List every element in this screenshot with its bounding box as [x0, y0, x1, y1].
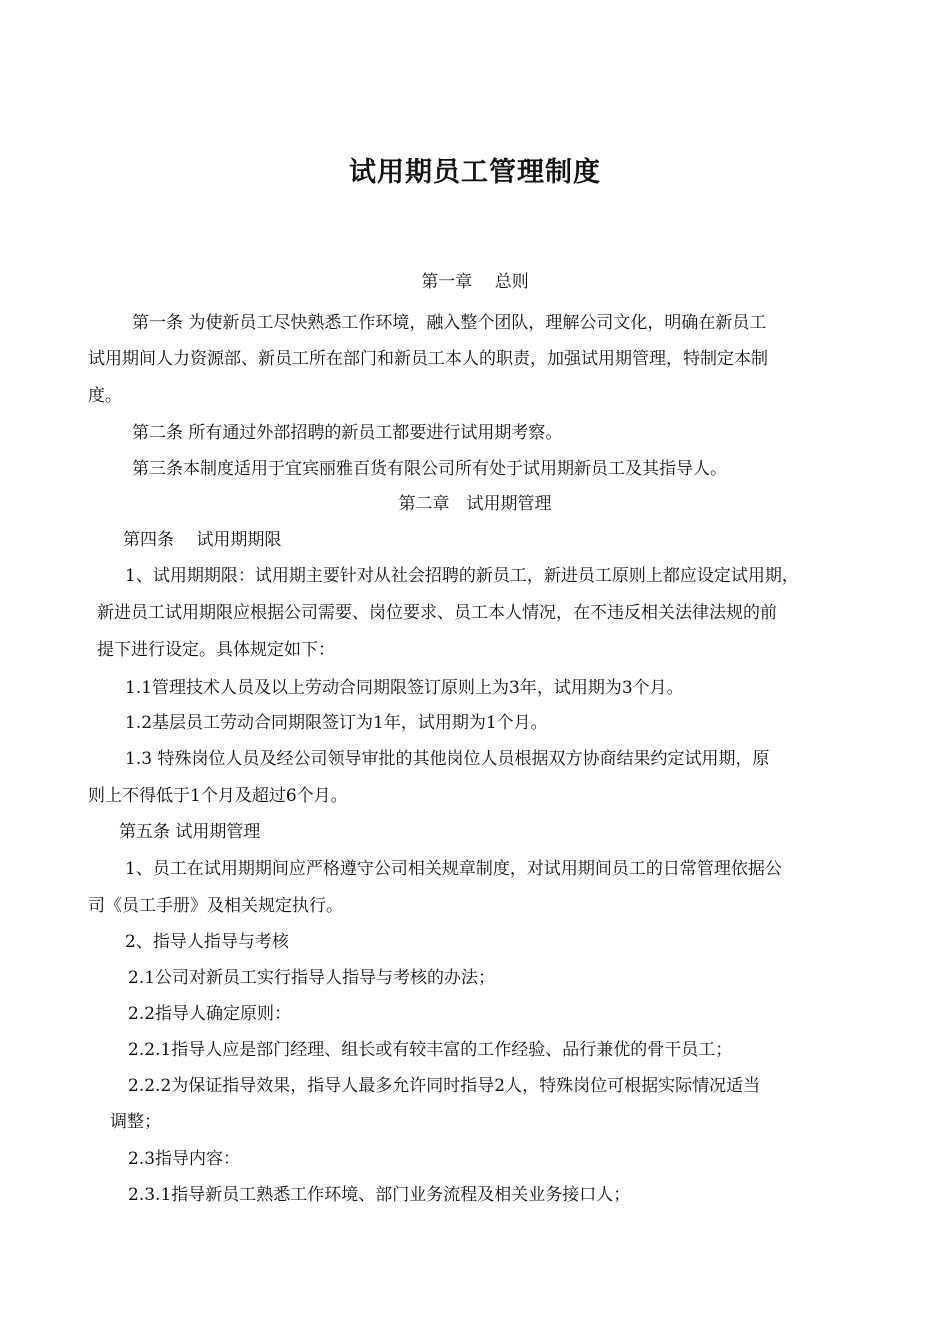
paragraph-line: 1.2基层员工劳动合同期限签订为1年，试用期为1个月。	[125, 713, 548, 733]
paragraph-line: 1、员工在试用期期间应严格遵守公司相关规章制度，对试用期间员工的日常管理依据公	[125, 859, 782, 879]
paragraph-line: 则上不得低于1个月及超过6个月。	[88, 786, 348, 806]
chapter-heading: 第一章 总则	[421, 272, 529, 292]
paragraph-line: 新进员工试用期限应根据公司需要、岗位要求、员工本人情况，在不违反相关法律法规的前	[97, 603, 777, 623]
document-title: 试用期员工管理制度	[349, 157, 601, 188]
paragraph-line: 2.3.1指导新员工熟悉工作环境、部门业务流程及相关业务接口人；	[128, 1185, 631, 1205]
paragraph-line: 2.2指导人确定原则：	[128, 1004, 292, 1024]
paragraph-line: 2.1公司对新员工实行指导人指导与考核的办法；	[128, 968, 496, 988]
article-heading: 第四条 试用期期限	[123, 530, 282, 550]
paragraph-line: 提下进行设定。具体规定如下：	[97, 640, 335, 660]
paragraph-line: 1.3 特殊岗位人员及经公司领导审批的其他岗位人员根据双方协商结果约定试用期，原	[125, 749, 770, 769]
paragraph-line: 2、指导人指导与考核	[125, 932, 289, 952]
paragraph-line: 1.1管理技术人员及以上劳动合同期限签订原则上为3年，试用期为3个月。	[125, 678, 684, 698]
paragraph-line: 第一条 为使新员工尽快熟悉工作环境，融入整个团队，理解公司文化，明确在新员工	[132, 313, 767, 333]
paragraph-line: 第三条本制度适用于宜宾丽雅百货有限公司所有处于试用期新员工及其指导人。	[132, 459, 727, 479]
paragraph-line: 1、试用期期限：试用期主要针对从社会招聘的新员工，新进员工原则上都应设定试用期，	[125, 566, 799, 586]
paragraph-line: 调整；	[110, 1112, 161, 1132]
paragraph-line: 2.3指导内容：	[128, 1149, 241, 1169]
chapter-heading: 第二章 试用期管理	[398, 494, 552, 514]
paragraph-line: 试用期间人力资源部、新员工所在部门和新员工本人的职责，加强试用期管理，特制定本制	[88, 349, 768, 369]
paragraph-line: 2.2.1指导人应是部门经理、组长或有较丰富的工作经验、品行兼优的骨干员工；	[128, 1040, 733, 1060]
paragraph-line: 度。	[88, 386, 122, 406]
paragraph-line: 第二条 所有通过外部招聘的新员工都要进行试用期考察。	[132, 423, 563, 443]
paragraph-line: 司《员工手册》及相关规定执行。	[88, 896, 343, 916]
article-heading: 第五条 试用期管理	[119, 822, 261, 842]
paragraph-line: 2.2.2为保证指导效果，指导人最多允许同时指导2人，特殊岗位可根据实际情况适当	[128, 1076, 761, 1096]
